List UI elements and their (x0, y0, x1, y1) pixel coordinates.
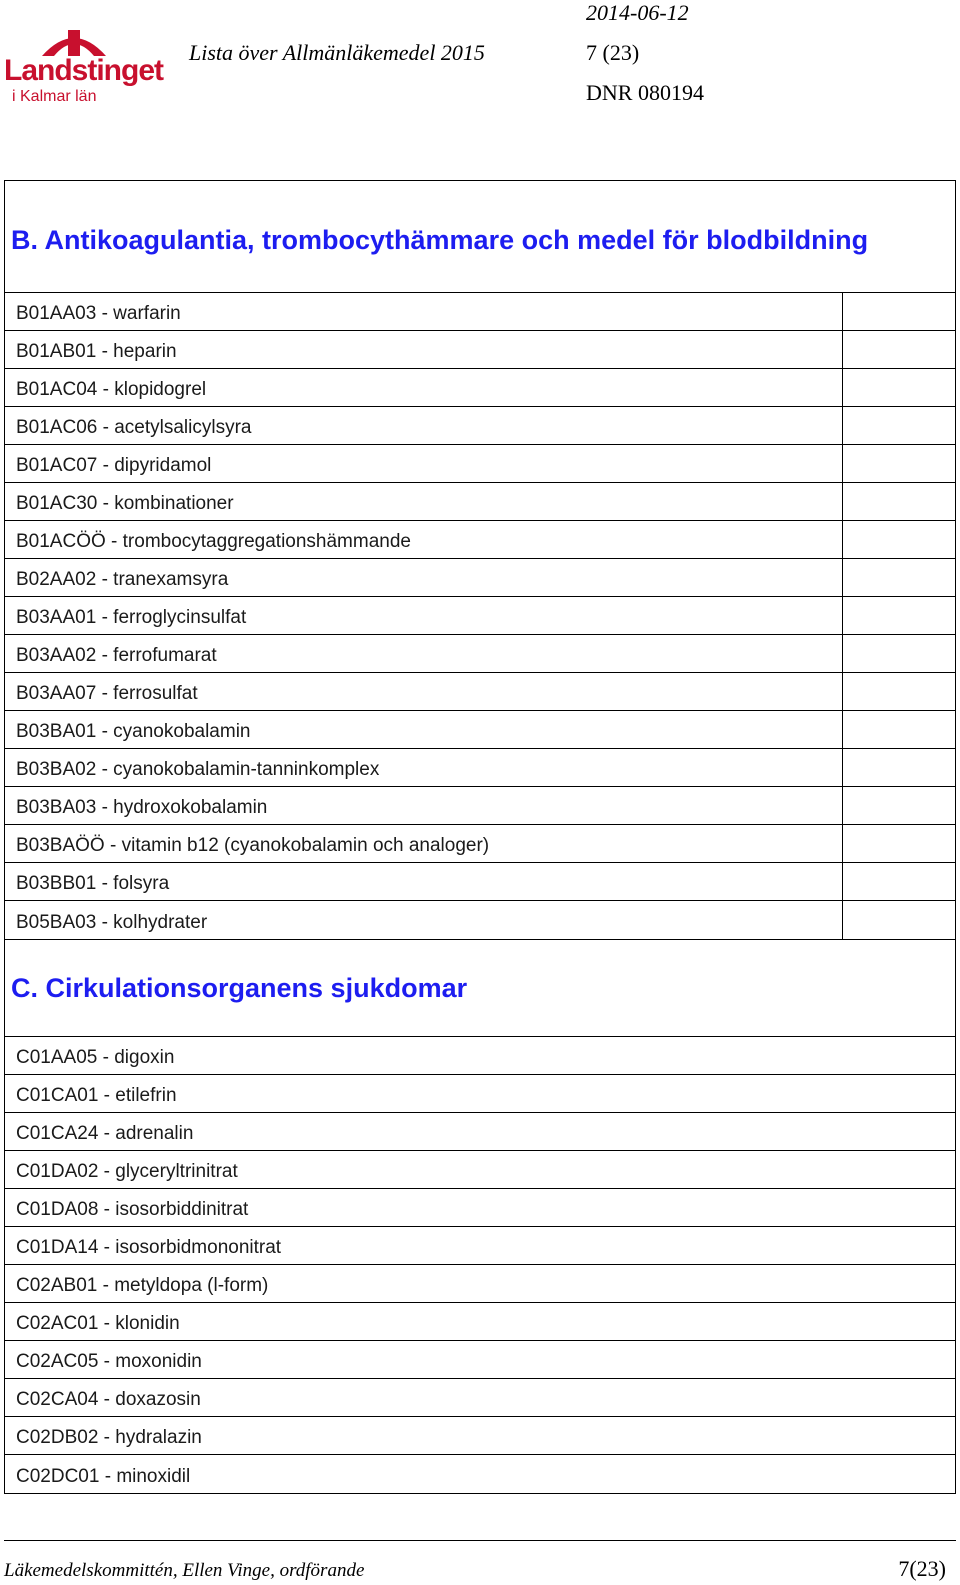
medication-entry: C01CA24 - adrenalin (16, 1123, 194, 1144)
landstinget-logo (2, 24, 163, 108)
table-row (5, 483, 955, 521)
empty-side-cell (842, 597, 955, 634)
table-row (5, 1227, 955, 1265)
medication-entry: B01AA03 - warfarin (16, 303, 181, 324)
table-row (5, 635, 955, 673)
section-c-rows (5, 1037, 955, 1493)
table-row (5, 293, 955, 331)
empty-side-cell (842, 901, 955, 939)
table-row (5, 749, 955, 787)
medication-entry: B01AC06 - acetylsalicylsyra (16, 417, 252, 438)
footer-divider (4, 1540, 956, 1541)
table-row (5, 825, 955, 863)
empty-side-cell (842, 673, 955, 710)
medication-entry: C01DA08 - isosorbiddinitrat (16, 1199, 249, 1220)
dnr-number (586, 80, 704, 106)
medication-entry: C02CA04 - doxazosin (16, 1389, 201, 1410)
dnr-text: DNR 080194 (586, 80, 704, 105)
medication-entry: C02DB02 - hydralazin (16, 1427, 202, 1448)
medication-entry: C02AC01 - klonidin (16, 1313, 180, 1334)
medication-entry: B03AA02 - ferrofumarat (16, 645, 217, 666)
section-b-title: B. Antikoagulantia, trombocythämmare och medel för blodbildning (11, 225, 869, 255)
medication-entry: B03BA03 - hydroxokobalamin (16, 797, 268, 818)
table-row (5, 1113, 955, 1151)
logo-name: Landstinget (4, 54, 163, 87)
page-header (0, 0, 960, 120)
medication-entry: C02AB01 - metyldopa (l-form) (16, 1275, 269, 1296)
table-row (5, 673, 955, 711)
table-row (5, 787, 955, 825)
medication-entry: B01AC30 - kombinationer (16, 493, 234, 514)
table-row (5, 559, 955, 597)
table-row (5, 407, 955, 445)
medication-entry: B02AA02 - tranexamsyra (16, 569, 229, 590)
medication-entry: C02DC01 - minoxidil (16, 1466, 191, 1487)
empty-side-cell (842, 445, 955, 482)
document-title: Lista över Allmänläkemedel 2015 (189, 40, 485, 65)
empty-side-cell (842, 407, 955, 444)
empty-side-cell (842, 711, 955, 748)
footer-page-number: 7(23) (898, 1556, 946, 1581)
table-row (5, 901, 955, 939)
medication-entry: B03BA01 - cyanokobalamin (16, 721, 251, 742)
table-row (5, 1075, 955, 1113)
section-c-title: C. Cirkulationsorganens sjukdomar (11, 973, 468, 1003)
medication-entry: B03BA02 - cyanokobalamin-tanninkomplex (16, 759, 380, 780)
medication-entry: C01AA05 - digoxin (16, 1047, 175, 1068)
table-row (5, 369, 955, 407)
table-row (5, 863, 955, 901)
table-row (5, 1379, 955, 1417)
table-row (5, 1455, 955, 1493)
page-number: 7 (23) (586, 40, 640, 65)
medication-entry: B03BB01 - folsyra (16, 873, 170, 894)
table-row (5, 445, 955, 483)
empty-side-cell (842, 749, 955, 786)
medication-entry: B05BA03 - kolhydrater (16, 912, 208, 933)
table-row (5, 1303, 955, 1341)
table-row (5, 1417, 955, 1455)
medication-entry: C01DA02 - glyceryltrinitrat (16, 1161, 238, 1182)
medication-entry: B01ACÖÖ - trombocytaggregationshämmande (16, 531, 411, 552)
empty-side-cell (842, 635, 955, 672)
medication-entry: B01AC04 - klopidogrel (16, 379, 207, 400)
empty-side-cell (842, 369, 955, 406)
medication-entry: C01CA01 - etilefrin (16, 1085, 177, 1106)
section-b-rows (5, 293, 955, 939)
medication-entry: B03AA07 - ferrosulfat (16, 683, 198, 704)
empty-side-cell (842, 787, 955, 824)
table-row (5, 521, 955, 559)
document-date: 2014-06-12 (586, 0, 689, 25)
empty-side-cell (842, 521, 955, 558)
table-row (5, 1265, 955, 1303)
section-heading-b (5, 181, 955, 293)
section-heading-c (5, 939, 955, 1037)
medication-table (4, 180, 956, 1494)
table-row (5, 597, 955, 635)
empty-side-cell (842, 293, 955, 330)
medication-entry: C02AC05 - moxonidin (16, 1351, 202, 1372)
table-row (5, 331, 955, 369)
table-row (5, 1151, 955, 1189)
table-row (5, 1341, 955, 1379)
footer-signature: Läkemedelskommittén, Ellen Vinge, ordförande (4, 1560, 365, 1581)
table-row (5, 1189, 955, 1227)
medication-entry: B03AA01 - ferroglycinsulfat (16, 607, 247, 628)
empty-side-cell (842, 331, 955, 368)
empty-side-cell (842, 863, 955, 900)
logo-subtitle: i Kalmar län (12, 88, 97, 105)
medication-entry: C01DA14 - isosorbidmononitrat (16, 1237, 282, 1258)
medication-entry: B03BAÖÖ - vitamin b12 (cyanokobalamin och analoger) (16, 835, 490, 856)
empty-side-cell (842, 825, 955, 862)
table-row (5, 1037, 955, 1075)
empty-side-cell (842, 483, 955, 520)
medication-entry: B01AC07 - dipyridamol (16, 455, 212, 476)
table-row (5, 711, 955, 749)
empty-side-cell (842, 559, 955, 596)
medication-entry: B01AB01 - heparin (16, 341, 177, 362)
page-footer (0, 1540, 960, 1585)
